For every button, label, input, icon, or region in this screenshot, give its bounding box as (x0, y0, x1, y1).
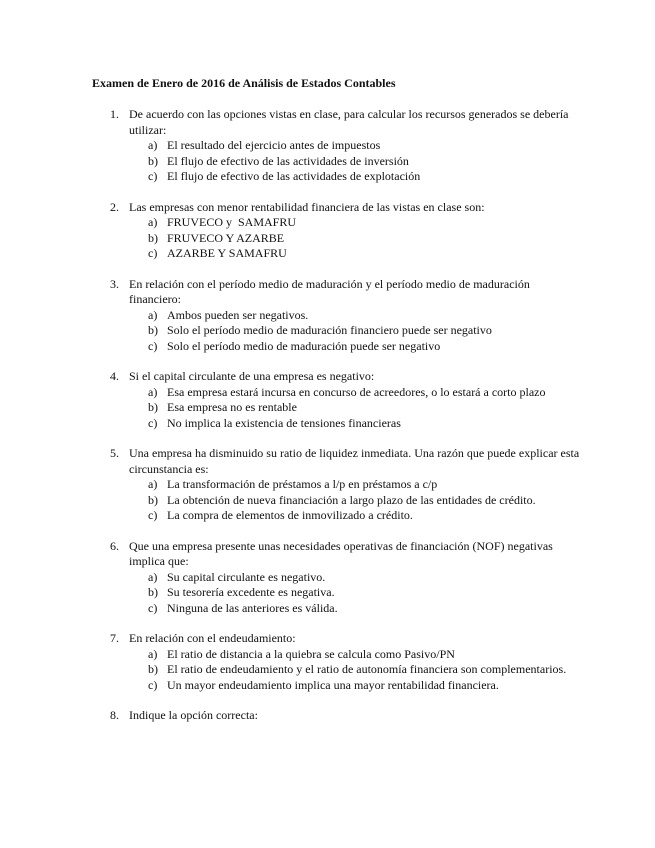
option-a (110, 570, 580, 586)
option-letter: a) (148, 215, 158, 229)
option-c (110, 246, 580, 262)
option-letter: c) (148, 677, 158, 692)
option-list (110, 477, 580, 524)
option-letter: a) (148, 138, 158, 152)
question-number: 8. (110, 708, 119, 722)
question-number: 4. (110, 369, 119, 383)
option-list (110, 647, 580, 694)
question-text: Si el capital circulante de una empresa es negativo: (129, 369, 375, 383)
question-text: Una empresa ha disminuido su ratio de liquidez inmediata. Una razón que puede explicar esta circunstancia es: (129, 446, 580, 476)
question-number: 5. (110, 446, 119, 460)
exam-title: Examen de Enero de 2016 de Análisis de Estados Contables (92, 76, 396, 90)
option-letter: b) (148, 662, 158, 676)
question-1 (110, 107, 580, 185)
option-text: Esa empresa no es rentable (167, 400, 297, 414)
option-letter: c) (148, 169, 158, 183)
option-letter: b) (148, 230, 158, 245)
option-a (110, 308, 580, 324)
option-a (110, 385, 580, 401)
option-letter: c) (148, 600, 158, 615)
option-b (110, 585, 580, 601)
option-a (110, 477, 580, 493)
option-letter: b) (148, 153, 158, 168)
option-text: La compra de elementos de inmovilizado a crédito. (167, 508, 413, 522)
option-c (110, 416, 580, 432)
option-c (110, 601, 580, 617)
option-text: Esa empresa estará incursa en concurso de acreedores, o lo estará a corto plazo (167, 384, 546, 399)
question-list (110, 107, 580, 739)
question-number: 1. (110, 107, 119, 121)
option-text: AZARBE Y SAMAFRU (167, 246, 287, 260)
option-a (110, 138, 580, 154)
option-b (110, 662, 580, 678)
option-c (110, 678, 580, 694)
option-text: Ambos pueden ser negativos. (167, 307, 309, 322)
option-text: Un mayor endeudamiento implica una mayor rentabilidad financiera. (167, 677, 499, 692)
option-text: Solo el período medio de maduración puede ser negativo (167, 338, 441, 353)
option-letter: c) (148, 338, 158, 353)
question-4 (110, 369, 580, 431)
option-letter: c) (148, 246, 158, 260)
option-b (110, 154, 580, 170)
option-letter: b) (148, 492, 158, 507)
question-number: 2. (110, 199, 119, 214)
question-number: 3. (110, 276, 119, 291)
question-number: 6. (110, 538, 119, 553)
question-text: En relación con el período medio de maduración y el período medio de maduración financiero: (129, 276, 530, 306)
option-letter: c) (148, 508, 158, 522)
question-8 (110, 708, 580, 724)
question-text: Las empresas con menor rentabilidad financiera de las vistas en clase son: (129, 199, 485, 214)
option-letter: a) (148, 477, 158, 491)
option-letter: a) (148, 384, 158, 399)
question-2 (110, 200, 580, 262)
option-text: La transformación de préstamos a l/p en préstamos a c/p (167, 477, 438, 491)
question-3 (110, 277, 580, 355)
option-list (110, 215, 580, 262)
option-a (110, 215, 580, 231)
option-a (110, 647, 580, 663)
question-5 (110, 446, 580, 524)
question-7 (110, 631, 580, 693)
option-letter: a) (148, 569, 158, 584)
option-text: La obtención de nueva financiación a largo plazo de las entidades de crédito. (167, 492, 536, 507)
option-b (110, 231, 580, 247)
option-b (110, 493, 580, 509)
question-number: 7. (110, 631, 119, 645)
option-b (110, 400, 580, 416)
option-text: El resultado del ejercicio antes de impuestos (167, 138, 381, 152)
option-c (110, 339, 580, 355)
option-text: Solo el período medio de maduración financiero puede ser negativo (167, 323, 492, 337)
option-text: FRUVECO Y AZARBE (167, 230, 285, 245)
question-6 (110, 539, 580, 617)
option-letter: b) (148, 323, 158, 337)
question-text: De acuerdo con las opciones vistas en clase, para calcular los recursos generados se debería utilizar: (129, 107, 569, 137)
option-list (110, 308, 580, 355)
option-letter: b) (148, 400, 158, 414)
option-text: El flujo de efectivo de las actividades de inversión (167, 153, 409, 168)
option-list (110, 570, 580, 617)
option-letter: a) (148, 646, 158, 661)
option-list (110, 385, 580, 432)
option-text: No implica la existencia de tensiones financieras (167, 415, 401, 430)
option-list (110, 138, 580, 185)
question-text: Indique la opción correcta: (129, 708, 258, 722)
question-text: En relación con el endeudamiento: (129, 631, 296, 645)
option-text: Ninguna de las anteriores es válida. (167, 600, 338, 615)
option-c (110, 508, 580, 524)
option-letter: c) (148, 415, 158, 430)
option-letter: a) (148, 307, 158, 322)
option-letter: b) (148, 585, 158, 599)
option-b (110, 323, 580, 339)
option-text: FRUVECO y SAMAFRU (167, 215, 297, 229)
option-text: El ratio de endeudamiento y el ratio de autonomía financiera son complementarios. (167, 662, 567, 676)
option-text: El flujo de efectivo de las actividades de explotación (167, 169, 421, 183)
question-text: Que una empresa presente unas necesidades operativas de financiación (NOF) negativas implica que: (129, 538, 553, 568)
option-text: Su capital circulante es negativo. (167, 569, 326, 584)
option-text: Su tesorería excedente es negativa. (167, 585, 335, 599)
option-c (110, 169, 580, 185)
option-text: El ratio de distancia a la quiebra se calcula como Pasivo/PN (167, 646, 455, 661)
